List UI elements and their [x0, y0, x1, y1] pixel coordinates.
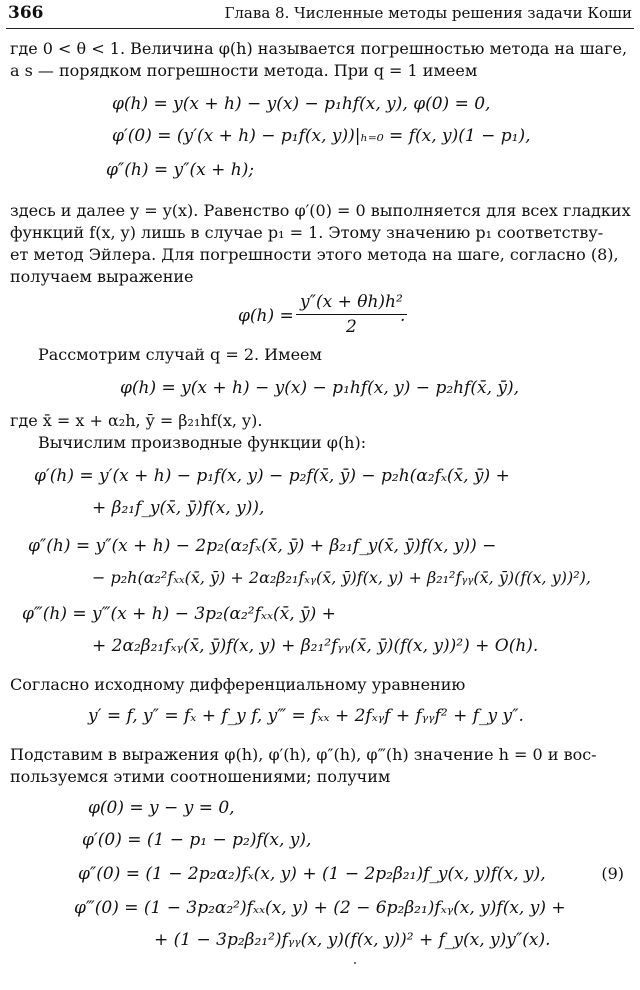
deriv-phi-second-line-2: − p₂h(α₂²fₓₓ(x̄, ȳ) + 2α₂β₂₁fₓᵧ(x̄, ȳ)f(x, y) + β₂₁²fᵧᵧ(x̄, ȳ)(f(x, y))²),: [92, 568, 591, 587]
final-phi-0: φ(0) = y − y = 0,: [88, 798, 235, 818]
scan-speck: [354, 962, 356, 964]
euler-para-line-3: ет метод Эйлера. Для погрешности этого метода на шаге, согласно (8),: [10, 245, 619, 264]
final-phi-prime-0: φ′(0) = (1 − p₁ − p₂)f(x, y),: [82, 830, 312, 850]
ode-relations: y′ = f, y″ = fₓ + f_y f, y‴ = fₓₓ + 2fₓᵧf + fᵧᵧf² + f_y y″.: [88, 706, 524, 726]
case-q2-line: Рассмотрим случай q = 2. Имеем: [38, 345, 322, 364]
equation-phi-h-q2: φ(h) = y(x + h) − y(x) − p₁hf(x, y) − p₂hf(x̄, ȳ),: [120, 378, 520, 398]
page-header: [6, 0, 634, 29]
page-number: 366: [8, 3, 44, 23]
deriv-phi-third-line-1: φ‴(h) = y‴(x + h) − 3p₂(α₂²fₓₓ(x̄, ȳ) +: [22, 604, 336, 624]
substitute-line-2: пользуемся этими соотношениями; получим: [10, 767, 391, 786]
deriv-phi-second-line-1: φ″(h) = y″(x + h) − 2p₂(α₂fₓ(x̄, ȳ) + β₂₁f_y(x̄, ȳ)f(x, y)) −: [28, 536, 497, 556]
where-line: где x̄ = x + α₂h, ȳ = β₂₁hf(x, y).: [10, 411, 263, 430]
final-phi-second-0: φ″(0) = (1 − 2p₂α₂)fₓ(x, y) + (1 − 2p₂β₂₁)f_y(x, y)f(x, y),: [78, 864, 546, 884]
equation-number: (9): [601, 864, 624, 883]
equation-phi-prime-0: φ′(0) = (y′(x + h) − p₁f(x, y))|ₕ₌₀ = f(x, y)(1 − p₁),: [112, 126, 531, 146]
intro-line-2: а s — порядком погрешности метода. При q = 1 имеем: [10, 61, 478, 80]
euler-para-line-2: функций f(x, y) лишь в случае p₁ = 1. Этому значению p₁ соответству-: [10, 223, 604, 242]
intro-line-1: где 0 < θ < 1. Величина φ(h) называется погрешностью метода на шаге,: [10, 39, 628, 58]
substitute-line-1: Подставим в выражения φ(h), φ′(h), φ″(h), φ‴(h) значение h = 0 и вос-: [10, 745, 597, 764]
final-phi-third-line-1: φ‴(0) = (1 − 3p₂α₂²)fₓₓ(x, y) + (2 − 6p₂β₂₁)fₓᵧ(x, y)f(x, y) +: [74, 898, 566, 918]
fraction-numerator: y″(x + θh)h²: [296, 292, 407, 315]
euler-para-line-4: получаем выражение: [10, 267, 194, 286]
deriv-phi-prime-line-1: φ′(h) = y′(x + h) − p₁f(x, y) − p₂f(x̄, ȳ) − p₂h(α₂fₓ(x̄, ȳ) +: [34, 466, 510, 486]
deriv-phi-third-line-2: + 2α₂β₂₁fₓᵧ(x̄, ȳ)f(x, y) + β₂₁²fᵧᵧ(x̄, ȳ)(f(x, y))²) + O(h).: [92, 636, 539, 656]
according-line: Согласно исходному дифференциальному уравнению: [10, 675, 466, 694]
euler-error-lhs: φ(h) =: [238, 306, 294, 326]
equation-phi-h-q1: φ(h) = y(x + h) − y(x) − p₁hf(x, y), φ(0) = 0,: [112, 94, 491, 114]
deriv-phi-prime-line-2: + β₂₁f_y(x̄, ȳ)f(x, y)),: [92, 498, 265, 518]
running-title: Глава 8. Численные методы решения задачи Коши: [224, 4, 632, 22]
euler-para-line-1: здесь и далее y = y(x). Равенство φ′(0) = 0 выполняется для всех гладких: [10, 201, 631, 220]
fraction-denominator: 2: [345, 317, 357, 337]
euler-error-period: .: [400, 306, 406, 326]
euler-error-fraction: [296, 292, 407, 337]
equation-phi-second-h: φ″(h) = y″(x + h);: [106, 160, 255, 180]
derivatives-intro: Вычислим производные функции φ(h):: [38, 433, 367, 452]
final-phi-third-line-2: + (1 − 3p₂β₂₁²)fᵧᵧ(x, y)(f(x, y))² + f_y(x, y)y″(x).: [154, 930, 551, 950]
